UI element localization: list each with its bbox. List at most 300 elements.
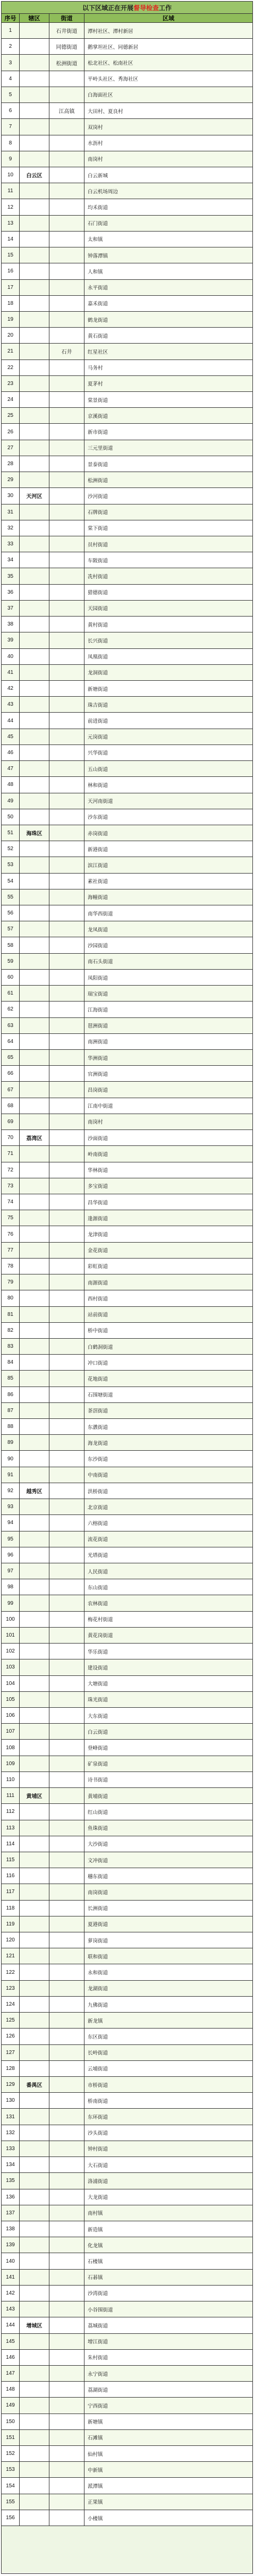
row-street — [49, 1323, 84, 1338]
row-number: 144 — [2, 2317, 20, 2333]
row-street — [49, 601, 84, 616]
row-number: 146 — [2, 2350, 20, 2365]
row-number: 148 — [2, 2382, 20, 2397]
row-area: 红山街道 — [88, 1809, 108, 1816]
table-row — [2, 456, 252, 472]
table-row — [2, 199, 252, 215]
row-area: 九佛街道 — [88, 2002, 108, 2008]
table-row — [2, 1483, 252, 1499]
row-area: 南华西街道 — [88, 911, 113, 917]
table-row — [2, 1002, 252, 1017]
row-number: 99 — [2, 1595, 20, 1611]
table-row — [2, 1884, 252, 1900]
row-area: 朱村街道 — [88, 2355, 108, 2361]
table-row — [2, 55, 252, 71]
row-district — [20, 809, 49, 825]
row-number: 67 — [2, 1082, 20, 1097]
row-district — [20, 745, 49, 760]
row-street — [49, 312, 84, 327]
row-number: 121 — [2, 1948, 20, 1964]
table-row — [2, 360, 252, 376]
row-number: 86 — [2, 1387, 20, 1402]
row-number: 71 — [2, 1146, 20, 1161]
row-district — [20, 1178, 49, 1194]
row-area: 中新镇 — [88, 2467, 103, 2474]
row-district — [20, 1997, 49, 2012]
row-street — [49, 1981, 84, 1996]
row-street — [49, 87, 84, 102]
table-row — [2, 1146, 252, 1162]
row-district — [20, 2141, 49, 2156]
table-row — [2, 874, 252, 889]
row-street — [49, 713, 84, 728]
table-row — [2, 1612, 252, 1628]
row-street — [49, 2061, 84, 2076]
row-street — [49, 2334, 84, 2349]
row-district — [20, 2109, 49, 2124]
row-street — [49, 841, 84, 857]
row-street — [49, 1612, 84, 1627]
row-street — [49, 777, 84, 792]
table-row — [2, 2478, 252, 2494]
table-row — [2, 1836, 252, 1852]
row-district — [20, 681, 49, 696]
row-street — [49, 216, 84, 231]
row-number: 7 — [2, 119, 20, 134]
row-street — [49, 2173, 84, 2188]
row-district — [20, 552, 49, 568]
row-area: 白云街道 — [88, 1729, 108, 1735]
row-street — [49, 1740, 84, 1755]
header-street: 街道 — [49, 14, 84, 22]
table-row — [2, 247, 252, 263]
row-street — [49, 360, 84, 375]
row-number: 10 — [2, 167, 20, 183]
table-row — [2, 1547, 252, 1563]
table-row — [2, 183, 252, 199]
row-district — [20, 713, 49, 728]
row-area: 棠下街道 — [88, 526, 108, 532]
row-area: 江海街道 — [88, 1007, 108, 1013]
row-number: 87 — [2, 1403, 20, 1418]
row-number: 32 — [2, 520, 20, 536]
row-district — [20, 1323, 49, 1338]
row-number: 50 — [2, 809, 20, 825]
table-row — [2, 1050, 252, 1066]
row-area: 白云新城 — [88, 173, 108, 179]
row-area: 大沙街道 — [88, 1842, 108, 1848]
row-area: 沙面街道 — [88, 1135, 108, 1142]
row-street — [49, 151, 84, 167]
row-district — [20, 2462, 49, 2477]
row-area: 兴华街道 — [88, 750, 108, 757]
row-number: 88 — [2, 1419, 20, 1434]
table-row — [2, 1435, 252, 1451]
row-district — [20, 119, 49, 134]
row-street — [49, 1018, 84, 1033]
row-area: 龙洞街道 — [88, 670, 108, 677]
row-number: 137 — [2, 2205, 20, 2221]
row-number: 93 — [2, 1499, 20, 1514]
row-district — [20, 761, 49, 776]
row-number: 147 — [2, 2366, 20, 2381]
table-row — [2, 2189, 252, 2205]
table-row — [2, 1082, 252, 1098]
row-street — [49, 665, 84, 680]
row-district — [20, 39, 49, 54]
table-row — [2, 1916, 252, 1932]
table-row — [2, 2382, 252, 2398]
row-district — [20, 408, 49, 423]
row-street — [49, 632, 84, 648]
table-row — [2, 793, 252, 809]
table-row — [2, 1162, 252, 1178]
row-number: 30 — [2, 488, 20, 503]
row-street — [49, 1162, 84, 1178]
table-row — [2, 1981, 252, 1997]
table-row — [2, 745, 252, 761]
row-district: 黄埔区 — [20, 1788, 49, 1803]
row-street — [49, 585, 84, 600]
row-district — [20, 1066, 49, 1081]
row-district — [20, 921, 49, 937]
row-area: 东山街道 — [88, 1585, 108, 1591]
row-area: 人和镇 — [88, 269, 103, 275]
row-area: 建设街道 — [88, 1665, 108, 1671]
table-row — [2, 2430, 252, 2446]
row-number: 155 — [2, 2494, 20, 2510]
row-street — [49, 954, 84, 969]
row-area: 夏茅村 — [88, 381, 103, 388]
row-street — [49, 937, 84, 953]
row-street — [49, 1419, 84, 1434]
row-district — [20, 247, 49, 263]
row-street — [49, 2253, 84, 2269]
table-row — [2, 681, 252, 697]
row-area: 大塘街道 — [88, 1681, 108, 1688]
row-area: 猎德街道 — [88, 590, 108, 596]
row-number: 74 — [2, 1194, 20, 1210]
row-number: 1 — [2, 23, 20, 38]
row-number: 96 — [2, 1547, 20, 1563]
row-area: 矿泉街道 — [88, 1761, 108, 1768]
row-area: 正果镇 — [88, 2500, 103, 2506]
row-district — [20, 1595, 49, 1611]
table-row — [2, 1515, 252, 1531]
row-number: 41 — [2, 665, 20, 680]
row-number: 36 — [2, 585, 20, 600]
row-area: 登峰街道 — [88, 1745, 108, 1752]
row-area: 南岗街道 — [88, 1889, 108, 1896]
row-district — [20, 1724, 49, 1739]
row-number: 106 — [2, 1708, 20, 1723]
row-district: 白云区 — [20, 167, 49, 183]
row-number: 72 — [2, 1162, 20, 1178]
table-row — [2, 328, 252, 344]
row-area: 六榕街道 — [88, 1520, 108, 1527]
row-street — [49, 1563, 84, 1579]
row-district: 番禺区 — [20, 2077, 49, 2092]
row-area: 联和街道 — [88, 1954, 108, 1960]
table-row — [2, 1066, 252, 1082]
row-number: 111 — [2, 1788, 20, 1803]
row-area: 仙村镇 — [88, 2451, 103, 2458]
row-number: 114 — [2, 1836, 20, 1852]
row-number: 85 — [2, 1371, 20, 1386]
row-street — [49, 1467, 84, 1483]
row-area: 员村街道 — [88, 542, 108, 548]
table-row — [2, 1756, 252, 1772]
row-district — [20, 937, 49, 953]
row-number: 104 — [2, 1676, 20, 1691]
row-area: 鹅掌坦社区、同德新居 — [88, 44, 139, 50]
row-street — [49, 2430, 84, 2445]
row-street — [49, 2317, 84, 2333]
row-area: 凤凰街道 — [88, 654, 108, 661]
table-row — [2, 921, 252, 937]
table-row — [2, 392, 252, 408]
row-number: 102 — [2, 1644, 20, 1659]
table-row — [2, 857, 252, 873]
row-district — [20, 777, 49, 792]
row-district — [20, 2013, 49, 2028]
row-district — [20, 2061, 49, 2076]
row-district — [20, 1981, 49, 1996]
row-area: 北京街道 — [88, 1504, 108, 1511]
row-area: 海龙街道 — [88, 1440, 108, 1447]
row-district — [20, 841, 49, 857]
table-row — [2, 2237, 252, 2253]
row-district — [20, 87, 49, 102]
row-district — [20, 649, 49, 664]
row-street — [49, 1901, 84, 1916]
row-area: 永平街道 — [88, 285, 108, 292]
row-district — [20, 970, 49, 985]
table-row — [2, 472, 252, 488]
row-street — [49, 135, 84, 151]
table-row — [2, 1788, 252, 1804]
row-district — [20, 601, 49, 616]
row-area: 大石街道 — [88, 2162, 108, 2169]
row-district — [20, 1628, 49, 1643]
row-area: 棠景街道 — [88, 397, 108, 404]
row-number: 63 — [2, 1018, 20, 1033]
row-area: 光塔街道 — [88, 1553, 108, 1559]
table-row — [2, 376, 252, 392]
row-area: 凤阳街道 — [88, 975, 108, 981]
row-area: 白海面社区 — [88, 92, 113, 99]
table-row — [2, 552, 252, 568]
row-district — [20, 1018, 49, 1033]
table-row — [2, 809, 252, 825]
row-area: 元岗街道 — [88, 734, 108, 741]
row-area: 云埔街道 — [88, 2066, 108, 2073]
table-row — [2, 2286, 252, 2301]
table-row — [2, 2494, 252, 2510]
header-area: 区域 — [163, 15, 174, 22]
row-street: 石井街道 — [49, 23, 84, 38]
row-area: 东区街道 — [88, 2034, 108, 2040]
row-number: 66 — [2, 1066, 20, 1081]
row-street — [49, 1290, 84, 1306]
table-row — [2, 970, 252, 986]
row-district — [20, 2414, 49, 2429]
row-street — [49, 472, 84, 487]
row-number: 76 — [2, 1226, 20, 1242]
row-number: 103 — [2, 1659, 20, 1675]
row-area: 长岭街道 — [88, 2050, 108, 2057]
row-street: 松洲街道 — [49, 55, 84, 70]
row-number: 19 — [2, 312, 20, 327]
row-district — [20, 1644, 49, 1659]
table-row — [2, 1676, 252, 1692]
row-district — [20, 1114, 49, 1129]
row-street — [49, 2366, 84, 2381]
row-district — [20, 2478, 49, 2493]
row-street — [49, 617, 84, 632]
row-street — [49, 1644, 84, 1659]
table-row — [2, 2301, 252, 2317]
row-area: 均禾街道 — [88, 205, 108, 211]
table-row — [2, 296, 252, 312]
row-district — [20, 2366, 49, 2381]
row-number: 141 — [2, 2270, 20, 2285]
table-row — [2, 1194, 252, 1210]
row-district — [20, 440, 49, 456]
table-row — [2, 1997, 252, 2013]
row-district — [20, 23, 49, 38]
row-number: 17 — [2, 280, 20, 295]
table-row — [2, 1339, 252, 1355]
row-number: 64 — [2, 1034, 20, 1049]
table-row — [2, 2077, 252, 2093]
row-street — [49, 2221, 84, 2237]
row-number: 46 — [2, 745, 20, 760]
row-street — [49, 1788, 84, 1803]
row-street — [49, 889, 84, 905]
row-street — [49, 456, 84, 472]
row-number: 90 — [2, 1451, 20, 1466]
table-row — [2, 713, 252, 729]
row-number: 69 — [2, 1114, 20, 1129]
row-area: 穗东街道 — [88, 1873, 108, 1880]
row-district — [20, 151, 49, 167]
row-street — [49, 392, 84, 407]
row-area: 宁西街道 — [88, 2403, 108, 2409]
row-street — [49, 2125, 84, 2141]
row-number: 92 — [2, 1483, 20, 1499]
row-district — [20, 1451, 49, 1466]
table-row — [2, 2366, 252, 2382]
row-number: 143 — [2, 2301, 20, 2317]
header-no: 序号 — [2, 14, 20, 22]
row-number: 54 — [2, 874, 20, 889]
row-district — [20, 1146, 49, 1161]
row-area: 沙东街道 — [88, 815, 108, 821]
row-street — [49, 1676, 84, 1691]
row-street — [49, 2462, 84, 2477]
row-area: 石门街道 — [88, 221, 108, 227]
row-number: 13 — [2, 216, 20, 231]
row-area: 夏港街道 — [88, 1922, 108, 1928]
row-street — [49, 1804, 84, 1819]
table-row — [2, 1531, 252, 1547]
row-area: 南石头街道 — [88, 959, 113, 965]
row-number: 33 — [2, 536, 20, 552]
row-street — [49, 745, 84, 760]
row-area: 永宁街道 — [88, 2371, 108, 2377]
row-number: 14 — [2, 232, 20, 247]
table-row — [2, 440, 252, 456]
row-district — [20, 232, 49, 247]
table-row — [2, 2029, 252, 2044]
row-area: 珠光街道 — [88, 1697, 108, 1704]
row-district — [20, 2093, 49, 2108]
table-row — [2, 2125, 252, 2141]
row-district — [20, 1194, 49, 1210]
row-district — [20, 1499, 49, 1514]
row-number: 78 — [2, 1259, 20, 1274]
row-area: 潭村社区、潭村新居 — [88, 28, 133, 35]
row-area: 鱼珠街道 — [88, 1826, 108, 1832]
row-street — [49, 905, 84, 921]
row-number: 112 — [2, 1804, 20, 1819]
table-row — [2, 777, 252, 793]
table-row — [2, 1852, 252, 1868]
row-district — [20, 1243, 49, 1258]
table-row — [2, 1804, 252, 1820]
table-row — [2, 2350, 252, 2366]
row-street — [49, 119, 84, 134]
row-district — [20, 1387, 49, 1402]
row-district: 越秀区 — [20, 1483, 49, 1499]
row-district — [20, 312, 49, 327]
table-row — [2, 1114, 252, 1130]
table-row — [2, 488, 252, 504]
row-number: 132 — [2, 2125, 20, 2141]
row-number: 40 — [2, 649, 20, 664]
row-street — [49, 1435, 84, 1450]
row-street — [49, 1034, 84, 1049]
table-row — [2, 424, 252, 440]
row-district — [20, 889, 49, 905]
row-area: 新市街道 — [88, 430, 108, 436]
row-district — [20, 1403, 49, 1418]
row-street — [49, 1836, 84, 1852]
table-row — [2, 520, 252, 536]
row-number: 130 — [2, 2093, 20, 2108]
row-area: 桥中街道 — [88, 1328, 108, 1334]
row-area: 人民街道 — [88, 1569, 108, 1575]
row-street — [49, 1820, 84, 1836]
row-district — [20, 617, 49, 632]
row-area: 松北社区、松南社区 — [88, 61, 133, 67]
row-street — [49, 1130, 84, 1145]
row-district — [20, 2510, 49, 2526]
table-row — [2, 1964, 252, 1980]
row-number: 122 — [2, 1964, 20, 1980]
row-district — [20, 585, 49, 600]
table-row — [2, 39, 252, 55]
table-row — [2, 1018, 252, 1034]
row-area: 龙凤街道 — [88, 927, 108, 933]
row-district — [20, 1852, 49, 1868]
row-area: 瑞宝街道 — [88, 991, 108, 997]
row-number: 110 — [2, 1772, 20, 1787]
row-street — [49, 2398, 84, 2413]
row-area: 石围塘街道 — [88, 1392, 113, 1399]
row-number: 65 — [2, 1050, 20, 1065]
